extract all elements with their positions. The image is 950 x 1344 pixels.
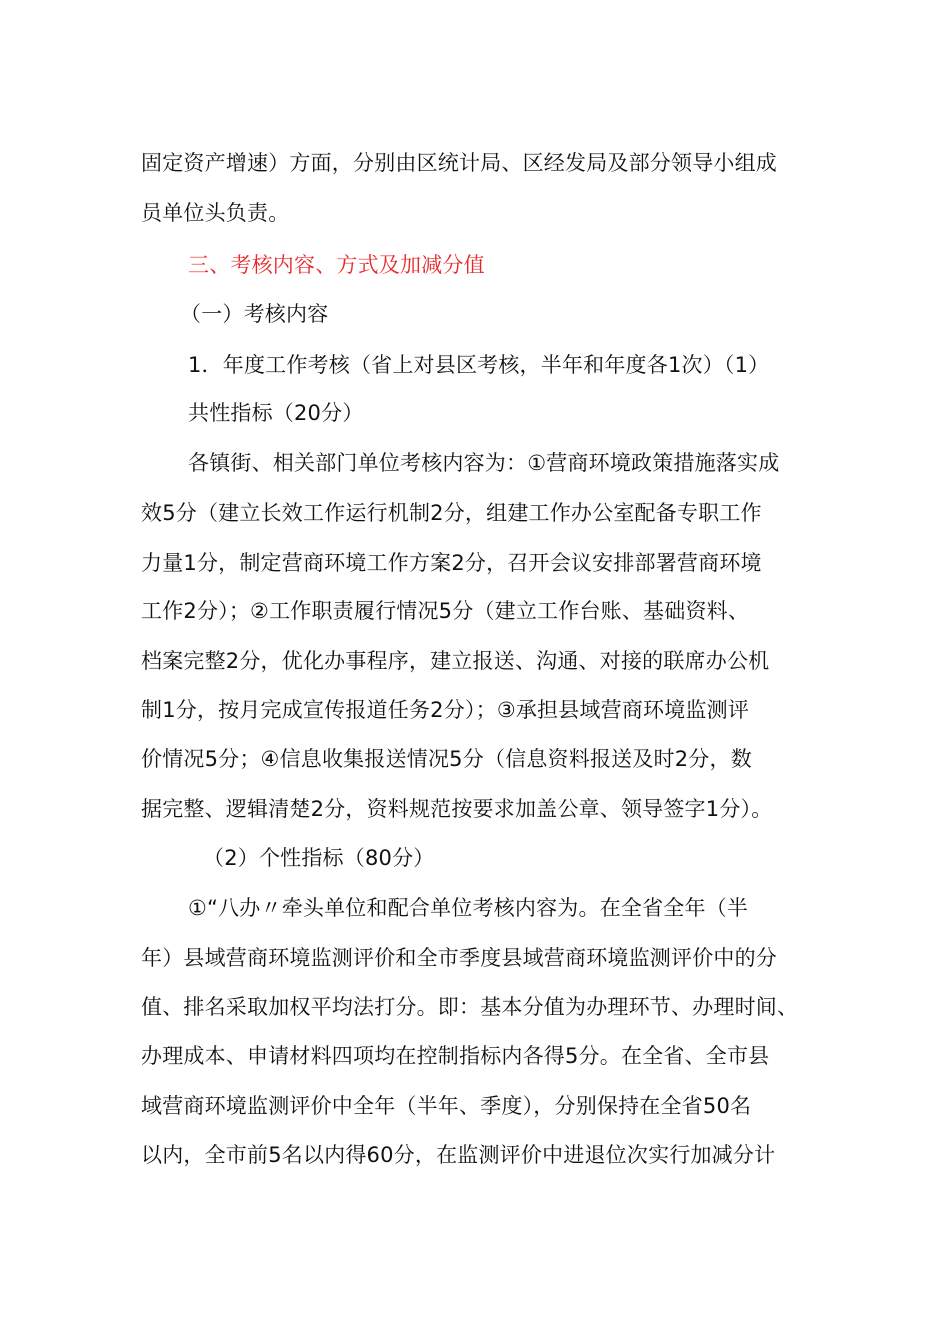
- paragraph-line: 力量1分，制定营商环境工作方案2分，召开会议安排部署营商环境: [141, 551, 762, 575]
- paragraph-line: 制1分，按月完成宣传报道任务2分）；③承担县域营商环境监测评: [141, 698, 750, 722]
- paragraph-line: 域营商环境监测评价中全年（半年、季度），分别保持在全省50名: [141, 1094, 752, 1118]
- paragraph-line: （2）个性指标（80分）: [203, 846, 435, 870]
- paragraph-line: 年）县域营商环境监测评价和全市季度县域营商环境监测评价中的分: [141, 946, 777, 970]
- paragraph-line: 值、排名采取加权平均法打分。即：基本分值为办理环节、办理时间、: [141, 995, 799, 1019]
- paragraph-line: 效5分（建立长效工作运行机制2分，组建工作办公室配备专职工作: [141, 501, 762, 525]
- paragraph-line: 1．年度工作考核（省上对县区考核，半年和年度各1次）（1）: [188, 353, 770, 377]
- paragraph-line: 以内，全市前5名以内得60分，在监测评价中进退位次实行加减分计: [141, 1143, 776, 1167]
- section-heading: 三、考核内容、方式及加减分值: [188, 253, 485, 277]
- paragraph-line: 共性指标（20分）: [188, 401, 364, 425]
- paragraph-line: 各镇街、相关部门单位考核内容为：①营商环境政策措施落实成: [188, 451, 780, 475]
- paragraph-line: 员单位头负责。: [141, 201, 290, 225]
- paragraph-line: 价情况5分；④信息收集报送情况5分（信息资料报送及时2分，数: [141, 747, 752, 771]
- paragraph-line: 档案完整2分，优化办事程序，建立报送、沟通、对接的联席办公机: [141, 649, 770, 673]
- paragraph-line: 办理成本、申请材料四项均在控制指标内各得5分。在全省、全市县: [141, 1044, 770, 1068]
- paragraph-line: 据完整、逻辑清楚2分，资料规范按要求加盖公章、领导签字1分）。: [141, 797, 773, 821]
- subsection-heading: （一）考核内容: [180, 302, 329, 326]
- paragraph-line: 固定资产增速）方面，分别由区统计局、区经发局及部分领导小组成: [141, 151, 777, 175]
- paragraph-line: ①“八办〃牵头单位和配合单位考核内容为。在全省全年（半: [188, 896, 749, 920]
- paragraph-line: 工作2分）；②工作职责履行情况5分（建立工作台账、基础资料、: [141, 599, 750, 623]
